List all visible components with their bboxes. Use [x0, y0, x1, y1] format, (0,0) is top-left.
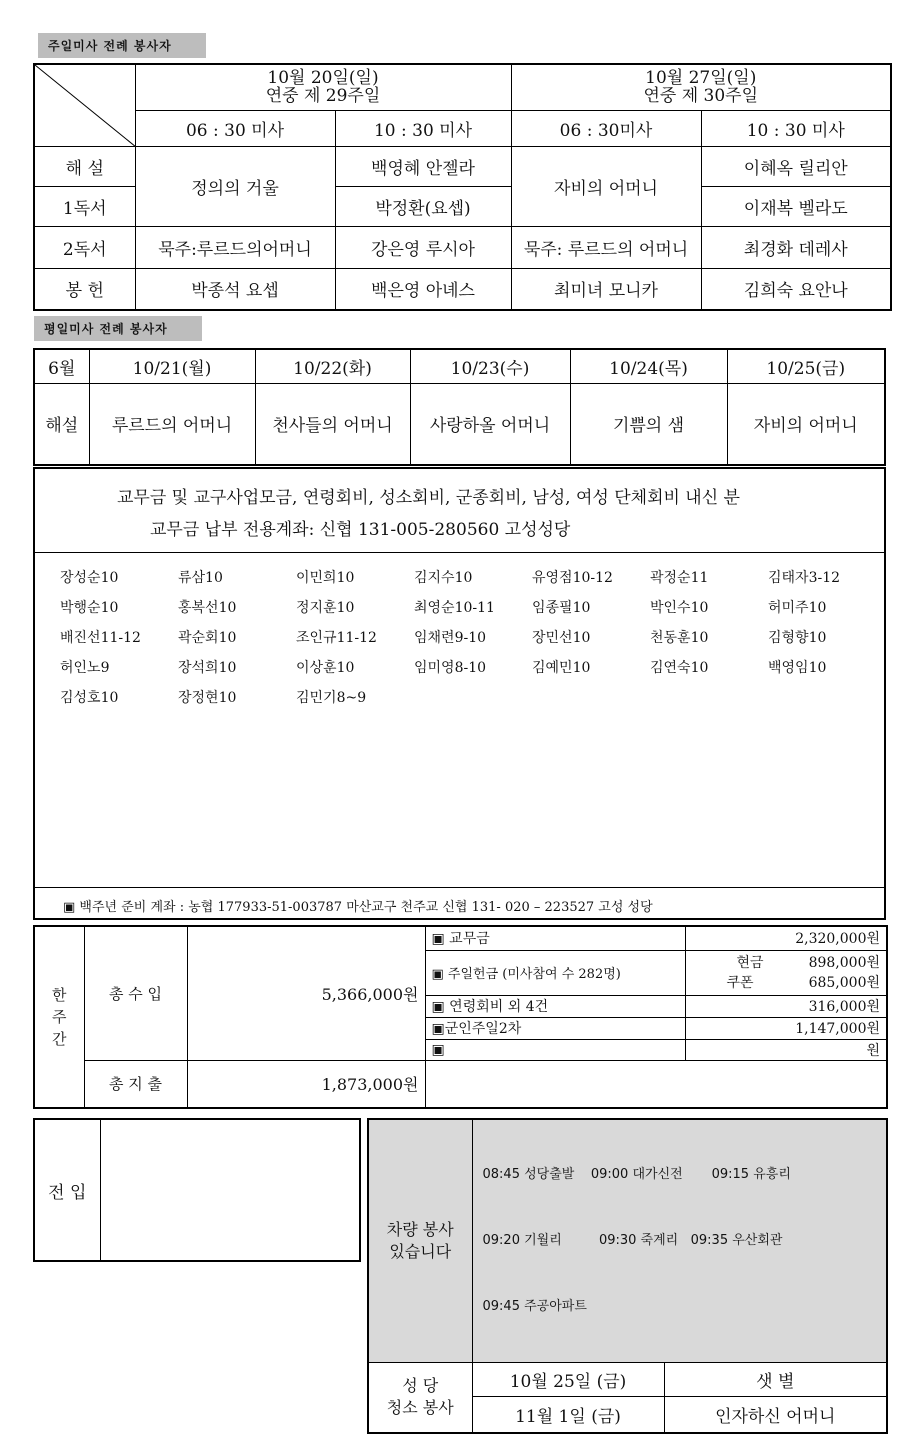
donor-name: 장정현10	[178, 690, 237, 706]
donor-name: 최영순10-11	[414, 600, 495, 616]
item-value: 316,000원	[685, 995, 887, 1017]
cleaning-group: 인자하신 어머니	[664, 1397, 887, 1433]
sunday-section-label: 주일미사 전례 봉사자	[38, 33, 206, 58]
day1-subtitle: 연중 제 29주일	[265, 86, 381, 107]
item-value: 2,320,000원	[685, 926, 887, 950]
d2-1030-offertory: 김희숙 요안나	[701, 268, 891, 310]
donor-name: 김민기8~9	[296, 690, 367, 706]
cleaning-date: 11월 1일 (금)	[472, 1397, 664, 1433]
donor-name: 김형향10	[768, 630, 827, 646]
centennial-account: ▣ 백주년 준비 계좌 : 농협 177933-51-003787 마산교구 천주교 신협 131- 020 – 223527 고성 성당	[35, 887, 884, 920]
weekday-row-label: 해설	[34, 383, 89, 465]
day1-title: 10월 20일(일)	[267, 68, 379, 89]
donor-name: 임미영8-10	[414, 660, 487, 676]
item-value: 원	[685, 1039, 887, 1060]
vehicle-schedule	[472, 1119, 887, 1363]
weekday-commentary: 자비의 어머니	[727, 383, 885, 465]
weekday-date: 10/22(화)	[255, 349, 410, 383]
donor-name: 허인노9	[60, 660, 110, 676]
d1-1030-commentary: 백영혜 안젤라	[335, 146, 511, 186]
donation-header	[35, 469, 884, 553]
donor-name: 유영점10-12	[532, 570, 613, 586]
donor-name: 임채련9-10	[414, 630, 487, 646]
donor-name: 곽순회10	[178, 630, 237, 646]
income-total: 5,366,000원	[187, 926, 425, 1060]
diagonal-line	[35, 65, 136, 147]
weekday-commentary: 루르드의 어머니	[89, 383, 255, 465]
weekday-date: 10/24(목)	[570, 349, 727, 383]
d1-0630-reading2: 묵주:루르드의어머니	[135, 226, 335, 268]
weekday-section-label: 평일미사 전례 봉사자	[34, 316, 202, 341]
empty-cell	[425, 1060, 887, 1108]
weekday-date: 10/21(월)	[89, 349, 255, 383]
day2-subtitle: 연중 제 30주일	[643, 86, 759, 107]
donor-name: 장석희10	[178, 660, 237, 676]
finance-table	[33, 925, 888, 1109]
d2-1030-reading2: 최경화 데레사	[701, 226, 891, 268]
d2-1030-reading1: 이재복 벨라도	[701, 186, 891, 226]
donor-name: 백영임10	[768, 660, 827, 676]
vehicle-line: 09:20 기월리 09:30 죽계리 09:35 우산회관	[482, 1233, 783, 1248]
weekday-commentary: 기쁨의 샘	[570, 383, 727, 465]
vehicle-line: 09:45 주공아파트	[482, 1299, 587, 1314]
donor-name: 허미주10	[768, 600, 827, 616]
d1-1030-reading1: 박정환(요셉)	[335, 186, 511, 226]
donor-name: 김성호10	[60, 690, 119, 706]
d2-0630-reading2: 묵주: 루르드의 어머니	[511, 226, 701, 268]
donor-name: 정지훈10	[296, 600, 355, 616]
income-label: 총 수 입	[84, 926, 187, 1060]
d1-1030-offertory: 백은영 아녜스	[335, 268, 511, 310]
expense-total: 1,873,000원	[187, 1060, 425, 1108]
day1-header	[135, 64, 511, 110]
weekday-commentary: 사랑하올 어머니	[410, 383, 570, 465]
donor-name: 이상훈10	[296, 660, 355, 676]
vehicle-service-label: 차량 봉사 있습니다	[368, 1119, 472, 1363]
item-value: 1,147,000원	[685, 1017, 887, 1039]
donor-name: 김지수10	[414, 570, 473, 586]
d1-0630-offertory: 박종석 요셉	[135, 268, 335, 310]
item-label: ▣군인주일2차	[425, 1017, 685, 1039]
donor-name: 조인규11-12	[296, 630, 377, 646]
donor-name: 이민희10	[296, 570, 355, 586]
d2-0630-commentary-reader: 자비의 어머니	[511, 146, 701, 226]
mass-time: 06 : 30미사	[511, 110, 701, 146]
d1-1030-reading2: 강은영 루시아	[335, 226, 511, 268]
weekday-month: 6월	[34, 349, 89, 383]
donor-name: 김태자3-12	[768, 570, 841, 586]
day2-title: 10월 27일(일)	[645, 68, 757, 89]
donor-name: 홍복선10	[178, 600, 237, 616]
donation-account: 교무금 납부 전용계좌: 신협 131-005-280560 고성성당	[150, 520, 571, 540]
item-label: ▣ 교무금	[425, 926, 685, 950]
row-label-reading2: 2독서	[34, 226, 135, 268]
coupon-value: 685,000원	[808, 974, 880, 991]
donor-name: 박행순10	[60, 600, 119, 616]
donor-name: 배진선11-12	[60, 630, 141, 646]
expense-label: 총 지 출	[84, 1060, 187, 1108]
donor-name: 장민선10	[532, 630, 591, 646]
d2-1030-commentary: 이혜옥 릴리안	[701, 146, 891, 186]
d1-0630-commentary-reader: 정의의 거울	[135, 146, 335, 226]
service-table	[367, 1118, 888, 1434]
cleaning-service-label: 성 당 청소 봉사	[368, 1363, 472, 1433]
cleaning-date: 10월 25일 (금)	[472, 1363, 664, 1397]
day2-header	[511, 64, 891, 110]
donation-box	[33, 467, 886, 920]
mass-time: 10 : 30 미사	[701, 110, 891, 146]
weekday-date: 10/25(금)	[727, 349, 885, 383]
coupon-label: 쿠폰	[726, 974, 754, 991]
donor-name: 임종필10	[532, 600, 591, 616]
donor-name: 곽정순11	[650, 570, 709, 586]
weekday-commentary: 천사들의 어머니	[255, 383, 410, 465]
item-label: ▣	[425, 1039, 685, 1060]
vehicle-line: 08:45 성당출발 09:00 대가신전 09:15 유흥리	[482, 1167, 791, 1182]
cash-value: 898,000원	[808, 954, 880, 971]
sunday-table	[33, 63, 892, 311]
item-label: ▣ 주일헌금 (미사참여 수 282명)	[425, 950, 685, 995]
cash-label: 현금	[736, 954, 764, 971]
donor-name: 박인수10	[650, 600, 709, 616]
weekday-table	[33, 348, 886, 466]
weekday-date: 10/23(수)	[410, 349, 570, 383]
donation-line1: 교무금 및 교구사업모금, 연령회비, 성소회비, 군종회비, 남성, 여성 단체회비 내신 분	[117, 488, 740, 508]
row-label-haeseol: 해 설	[34, 146, 135, 186]
donor-name: 김예민10	[532, 660, 591, 676]
transfer-in-table	[33, 1118, 361, 1262]
item-label: ▣ 연령회비 외 4건	[425, 995, 685, 1017]
offering-breakdown	[685, 950, 887, 995]
transfer-in-content	[100, 1119, 360, 1261]
d2-0630-offertory: 최미녀 모니카	[511, 268, 701, 310]
mass-time: 06 : 30 미사	[135, 110, 335, 146]
row-label-offertory: 봉 헌	[34, 268, 135, 310]
row-label-reading1: 1독서	[34, 186, 135, 226]
cleaning-group: 샛 별	[664, 1363, 887, 1397]
donor-name: 장성순10	[60, 570, 119, 586]
donor-name: 김연숙10	[650, 660, 709, 676]
week-label: 한 주 간	[34, 926, 84, 1108]
donor-name: 천동훈10	[650, 630, 709, 646]
transfer-in-label: 전 입	[34, 1119, 100, 1261]
mass-time: 10 : 30 미사	[335, 110, 511, 146]
donor-name: 류삼10	[178, 570, 223, 586]
diagonal-header-cell	[34, 64, 135, 146]
